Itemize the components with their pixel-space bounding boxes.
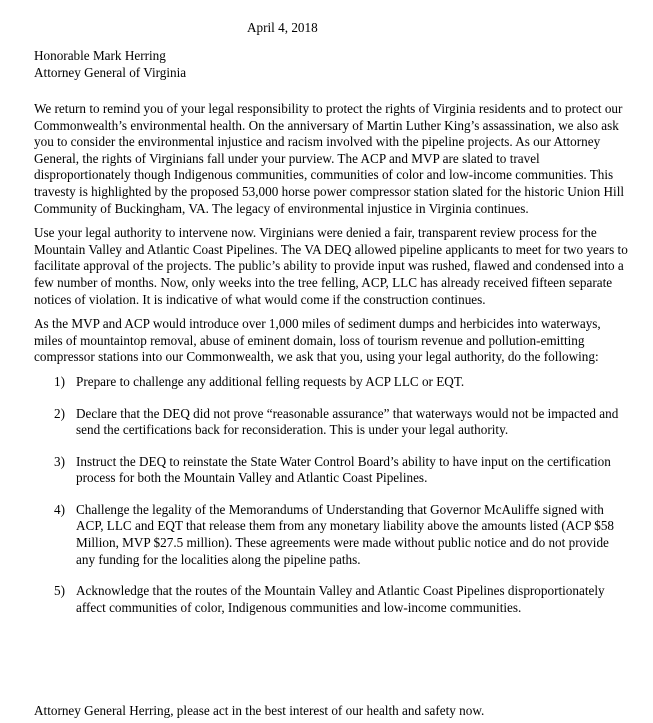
addressee-name: Honorable Mark Herring (34, 48, 166, 63)
list-item-number: 3) (54, 453, 65, 469)
list-item-number: 5) (54, 583, 65, 599)
list-item (34, 374, 631, 391)
list-item (34, 454, 631, 487)
list-item-text: Prepare to challenge any additional felling requests by ACP LLC or EQT. (76, 373, 465, 389)
list-item-number: 2) (54, 405, 65, 421)
list-item-number: 1) (54, 373, 65, 389)
list-item-text: Instruct the DEQ to reinstate the State Water Control Board’s ability to have input on the certification process for both the Mountain Valley and Atlantic Coast Pipelines. (76, 453, 611, 486)
letter-date: April 4, 2018 (247, 20, 318, 35)
list-item-text: Challenge the legality of the Memorandums of Understanding that Governor McAuliffe signed with ACP, LLC and EQT that release them from any monetary liability above the amounts listed (ACP $58 Million, MVP $27.5 million). These agreements were made without public notice and do not provide any funding for the localities along the pipeline paths. (76, 501, 615, 567)
list-item (34, 406, 631, 439)
list-item (34, 502, 631, 568)
addressee-title: Attorney General of Virginia (34, 64, 187, 80)
list-item-number: 4) (54, 501, 65, 517)
list-item (34, 583, 631, 616)
paragraph-intervene: Use your legal authority to intervene now. Virginians were denied a fair, transparent review process for the Mountain Valley and Atlantic Coast Pipelines. The VA DEQ allowed pipeline applicants to meet for two years to facilitate approval of the projects. The public’s ability to provide input was rushed, flawed and condensed into a few number of months. Now, only weeks into the tree felling, ACP, LLC has already received fifteen separate notices of violation. It is indicative of what would come if the construction continues. (34, 225, 628, 307)
closing-line: Attorney General Herring, please act in the best interest of our health and safety now. (34, 703, 485, 718)
addressee-block (34, 48, 186, 81)
paragraph-responsibility: We return to remind you of your legal responsibility to protect the rights of Virginia residents and to protect our Commonwealth’s environmental health. On the anniversary of Martin Luther King’s assassination, we also ask you to consider the environmental injustice and racism involved with the pipeline projects. As our Attorney General, the rights of Virginians fall under your purview. The ACP and MVP are slated to travel disproportionately though Indigenous communities, communities of color and low-income communities. This travesty is highlighted by the proposed 53,000 horse power compressor station slated for the historic Union Hill Community of Buckingham, VA. The legacy of environmental injustice in Virginia continues. (34, 101, 625, 216)
list-item-text: Acknowledge that the routes of the Mountain Valley and Atlantic Coast Pipelines disproportionately affect communities of color, Indigenous communities and low-income communities. (76, 583, 605, 615)
list-item-text: Declare that the DEQ did not prove “reasonable assurance” that waterways would not be impacted and send the certifications back for reconsideration. This is under your legal authority. (76, 405, 619, 438)
request-list (34, 374, 631, 617)
letter-body (34, 101, 631, 631)
paragraph-request-intro: As the MVP and ACP would introduce over 1,000 miles of sediment dumps and herbicides into waterways, miles of mountaintop removal, abuse of eminent domain, loss of tourism revenue and pollution-emitting compressor stations into our Commonwealth, we ask that you, using your legal authority, do the following: (34, 316, 601, 365)
